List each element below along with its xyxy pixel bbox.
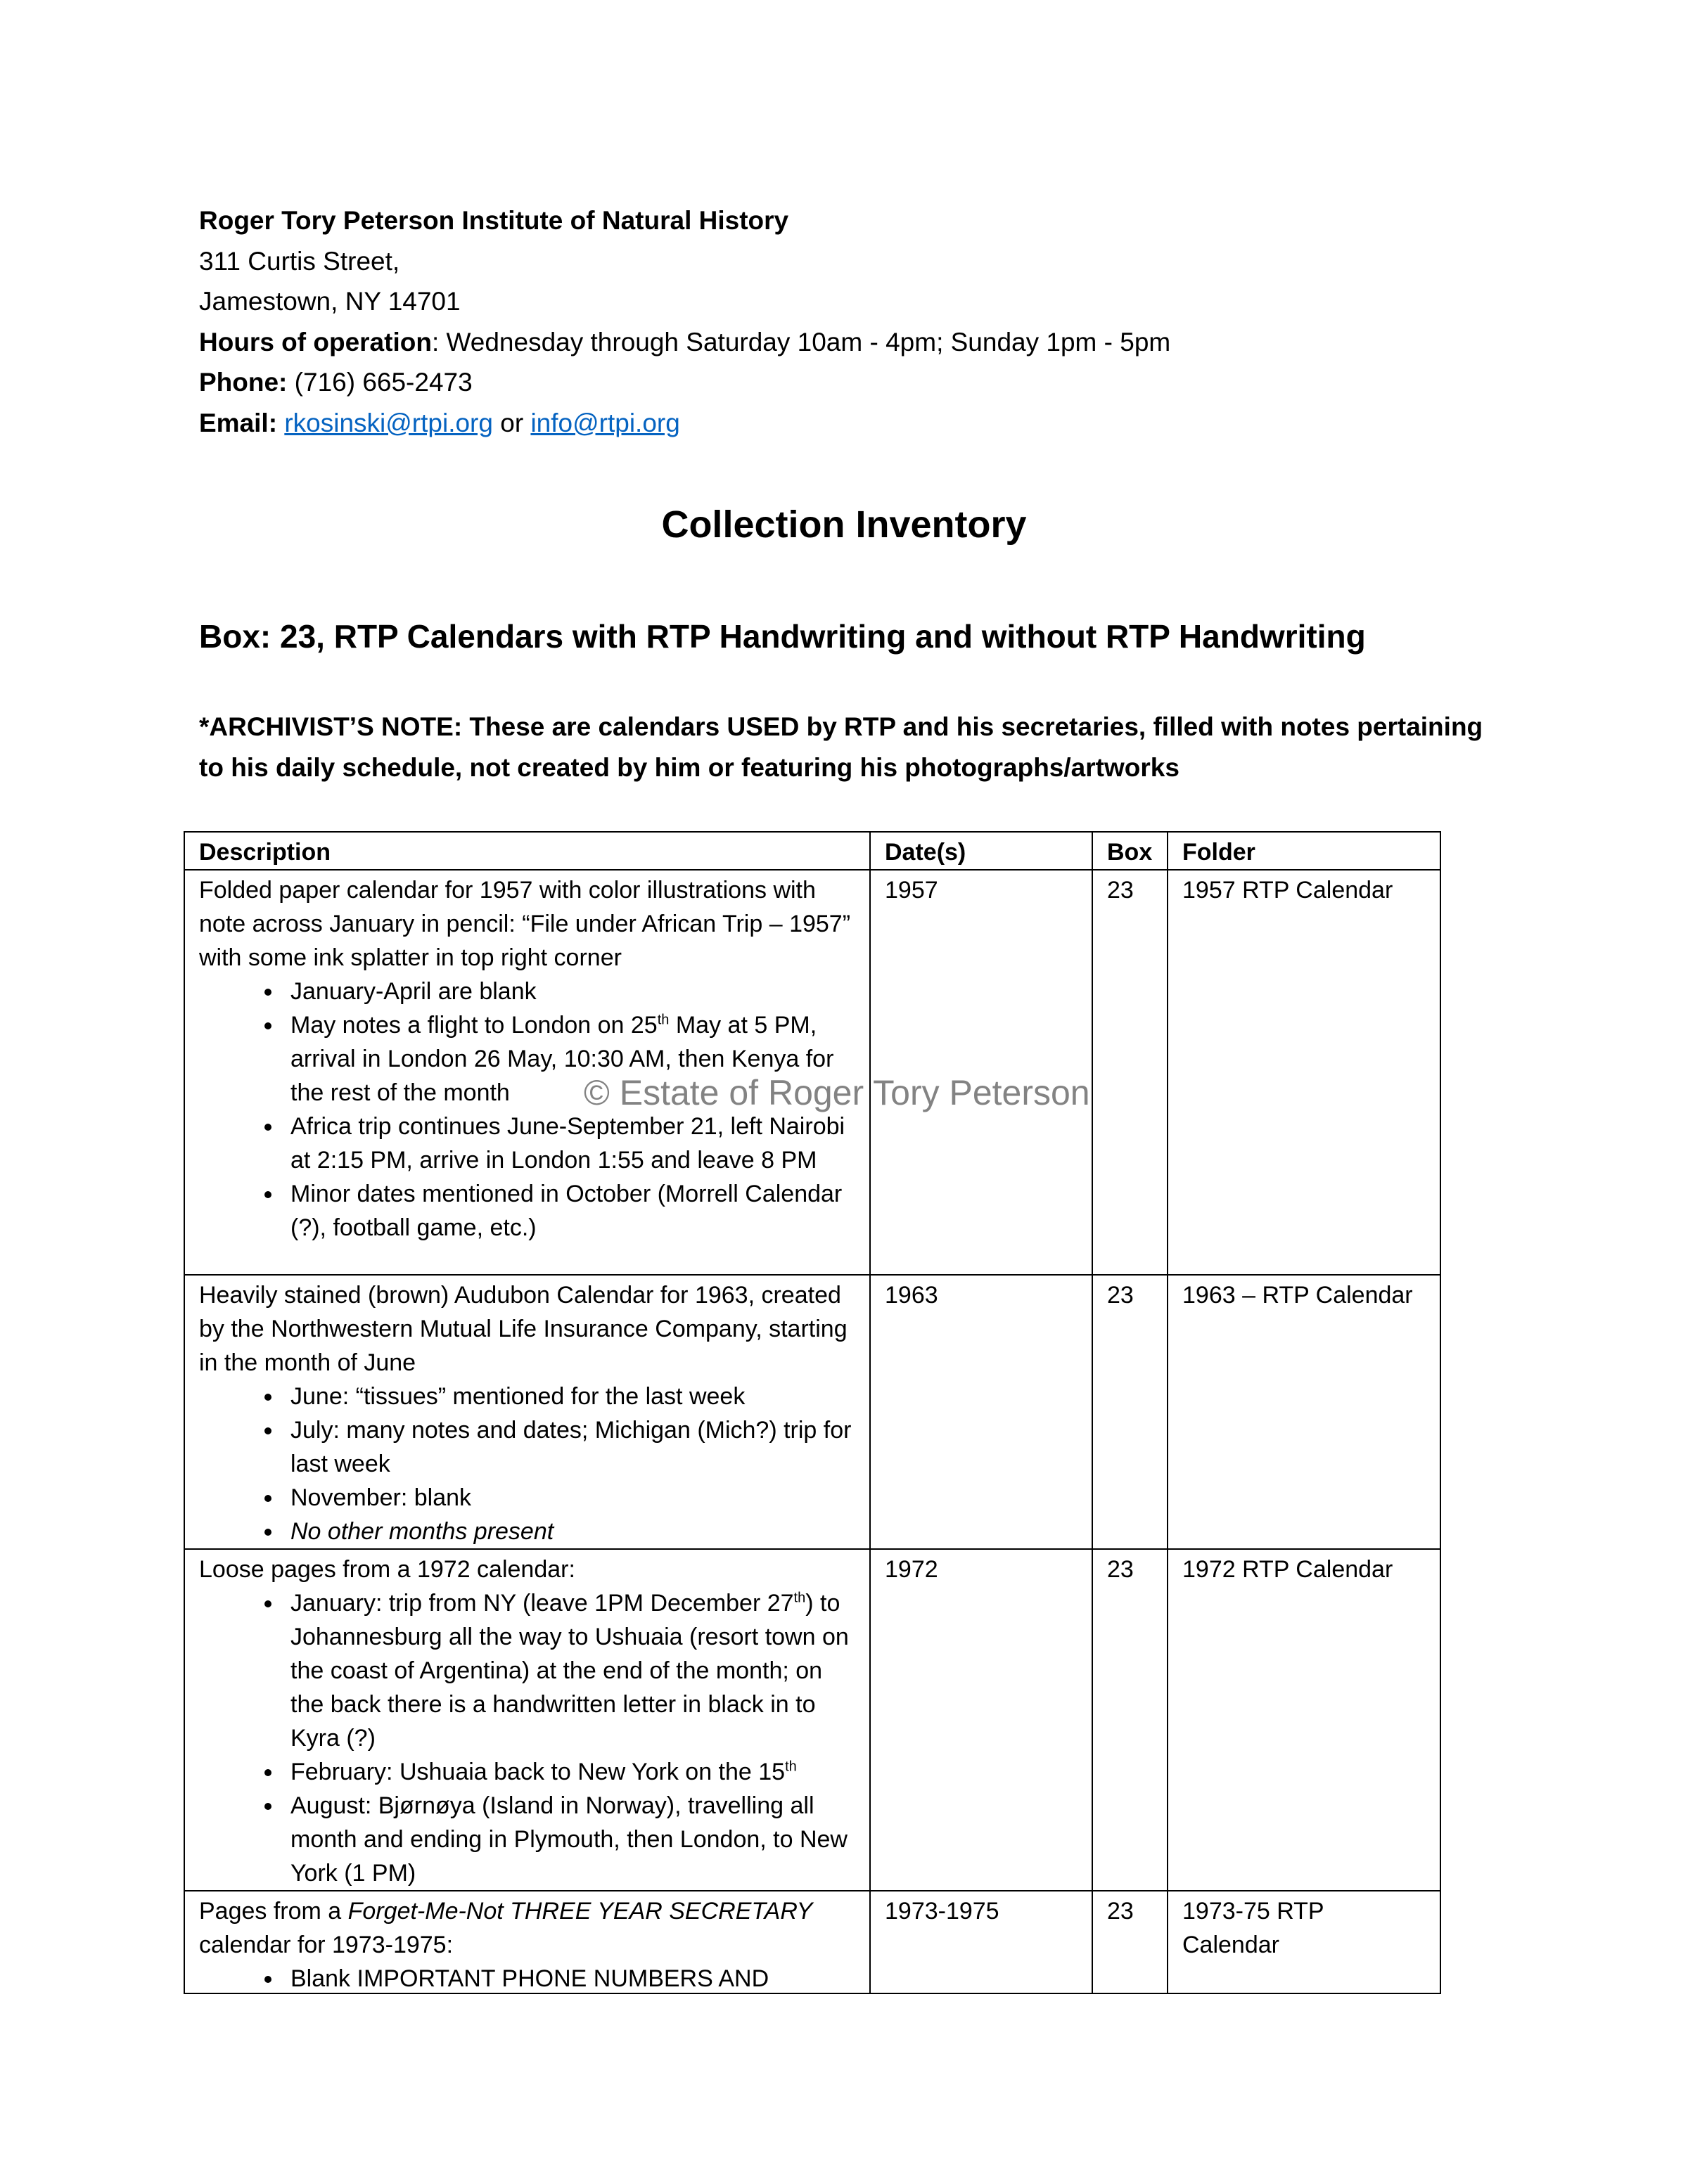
description-cell	[184, 1275, 870, 1549]
phone-value: (716) 665-2473	[287, 368, 473, 397]
email-link-rkosinski[interactable]: rkosinski@rtpi.org	[284, 408, 493, 437]
description-text: Heavily stained (brown) Audubon Calendar for 1963, created by the Northwestern Mutual Life Insurance Company, starting in the month of June	[199, 1282, 848, 1376]
box-cell: 23	[1092, 870, 1168, 1275]
list-item: • August: Bjørnøya (Island in Norway), travelling all month and ending in Plymouth, then London, to New York (1 PM)	[283, 1789, 855, 1890]
email-or: or	[492, 408, 531, 437]
header-description: Description	[184, 832, 870, 870]
box-cell: 23	[1092, 1549, 1168, 1891]
inventory-table	[184, 831, 1441, 1994]
address-line1: 311 Curtis Street,	[199, 246, 400, 276]
page-title: Collection Inventory	[661, 503, 1027, 546]
table-row	[184, 1891, 1440, 1993]
list-item: • January-April are blank	[283, 975, 855, 1008]
table-row	[184, 1549, 1440, 1891]
contact-header	[199, 200, 1170, 443]
email-label: Email:	[199, 408, 278, 437]
list-item: • June: “tissues” mentioned for the last week	[283, 1380, 855, 1413]
bullet-list	[199, 1962, 855, 1993]
list-item: • May notes a flight to London on 25th May at 5 PM, arrival in London 26 May, 10:30 AM, then Kenya for the rest of the month	[283, 1008, 855, 1110]
description-text: Folded paper calendar for 1957 with color illustrations with note across January in pencil: “File under African Trip – 1957” with some ink splatter in top right corner	[199, 877, 851, 971]
hours-label: Hours of operation	[199, 327, 432, 356]
description-text: Pages from a Forget-Me-Not THREE YEAR SECRETARY calendar for 1973-1975: • Blank IMPORTANT PHONE NUMBERS AND	[199, 1894, 855, 1993]
list-item: • January: trip from NY (leave 1PM December 27th) to Johannesburg all the way to Ushuaia (resort town on the coast of Argentina) at the end of the month; on the back there is a handwritten letter in black in to Kyra (?)	[283, 1586, 855, 1755]
list-item: • Africa trip continues June-September 21, left Nairobi at 2:15 PM, arrive in London 1:55 and leave 8 PM	[283, 1110, 855, 1177]
list-item: • No other months present	[283, 1515, 855, 1548]
header-box: Box	[1092, 832, 1168, 870]
list-item: • February: Ushuaia back to New York on the 15th	[283, 1755, 855, 1789]
email-link-info[interactable]: info@rtpi.org	[530, 408, 680, 437]
address-line2: Jamestown, NY 14701	[199, 287, 461, 316]
header-dates: Date(s)	[870, 832, 1092, 870]
archivist-note: *ARCHIVIST’S NOTE: These are calendars USED by RTP and his secretaries, filled with notes pertaining to his daily schedule, not created by him or featuring his photographs/artworks	[199, 712, 1483, 782]
bullet-list	[199, 1380, 855, 1548]
hours-value: : Wednesday through Saturday 10am - 4pm; Sunday 1pm - 5pm	[431, 327, 1171, 356]
table-row	[184, 1275, 1440, 1549]
phone-label: Phone:	[199, 368, 288, 397]
dates-cell: 1973-1975	[870, 1891, 1092, 1993]
table-header-row	[184, 832, 1440, 870]
list-item: • Minor dates mentioned in October (Morrell Calendar (?), football game, etc.)	[283, 1177, 855, 1245]
org-name: Roger Tory Peterson Institute of Natural History	[199, 206, 789, 235]
dates-cell: 1963	[870, 1275, 1092, 1549]
box-heading: Box: 23, RTP Calendars with RTP Handwriting and without RTP Handwriting	[199, 618, 1366, 655]
dates-cell: 1957	[870, 870, 1092, 1275]
description-cell	[184, 1549, 870, 1891]
watermark: © Estate of Roger Tory Peterson	[584, 1073, 1090, 1112]
header-folder: Folder	[1168, 832, 1440, 870]
bullet-list	[199, 1586, 855, 1890]
dates-cell: 1972	[870, 1549, 1092, 1891]
list-item: • July: many notes and dates; Michigan (Mich?) trip for last week	[283, 1413, 855, 1481]
list-item: • Blank IMPORTANT PHONE NUMBERS AND	[283, 1962, 855, 1993]
box-cell: 23	[1092, 1891, 1168, 1993]
box-cell: 23	[1092, 1275, 1168, 1549]
description-cell	[184, 1891, 870, 1993]
folder-cell: 1963 – RTP Calendar	[1168, 1275, 1440, 1549]
folder-cell: 1972 RTP Calendar	[1168, 1549, 1440, 1891]
list-item: • November: blank	[283, 1481, 855, 1515]
description-text: Loose pages from a 1972 calendar:	[199, 1556, 575, 1583]
folder-cell: 1957 RTP Calendar	[1168, 870, 1440, 1275]
folder-cell: 1973-75 RTP Calendar	[1168, 1891, 1440, 1993]
